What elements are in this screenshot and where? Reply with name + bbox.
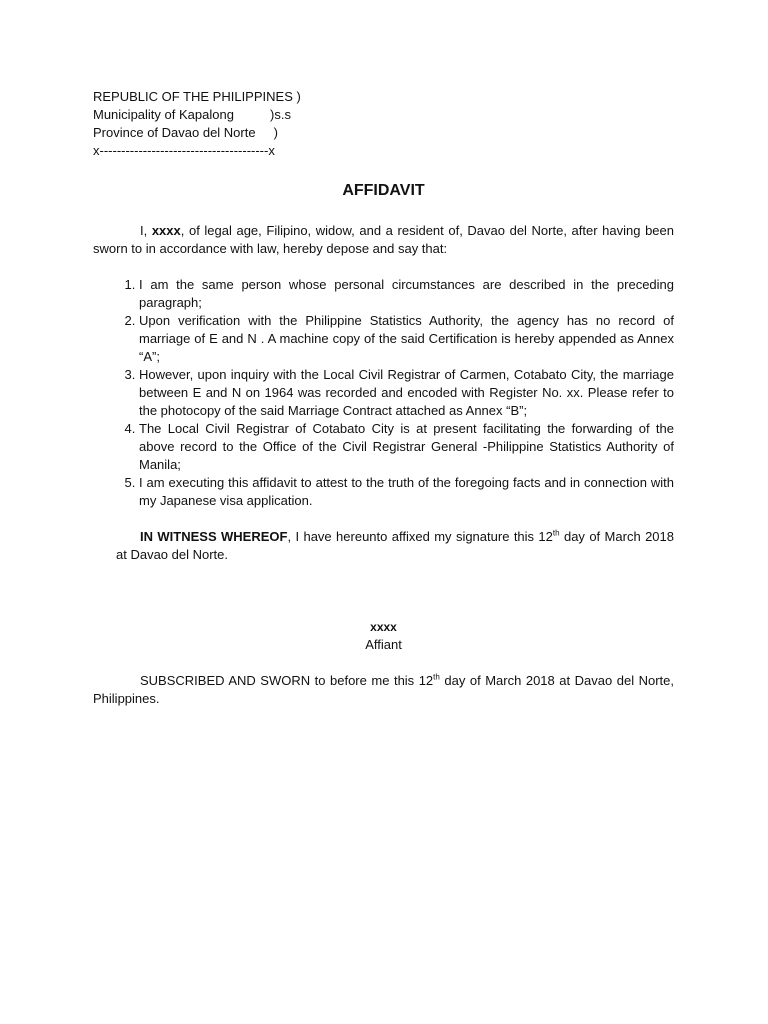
witness-text-1: , I have hereunto affixed my signature this 12 (287, 529, 553, 544)
jurat-superscript: th (433, 672, 440, 682)
witness-lead: IN WITNESS WHEREOF (140, 529, 288, 544)
list-item: 5. I am executing this affidavit to attest to the truth of the foregoing facts and in connection with my Japanese visa application. (139, 474, 674, 510)
list-item: 2. Upon verification with the Philippine Statistics Authority, the agency has no record of marriage of E and N . A machine copy of the said Certification is hereby appended as Annex “A”; (139, 312, 674, 366)
signature-role: Affiant (365, 637, 402, 652)
witness-text-2: day of March 2018 at Davao del Norte. (116, 529, 674, 562)
jurat-paragraph (93, 672, 674, 708)
venue-republic: REPUBLIC OF THE PHILIPPINES ) (93, 89, 301, 104)
intro-paragraph (93, 222, 674, 258)
venue-municipality: Municipality of Kapalong )s.s (93, 107, 291, 122)
intro-text: , of legal age, Filipino, widow, and a resident of, Davao del Norte, after having been sworn to in accordance with law, hereby depose and say that: (93, 223, 674, 256)
list-item: 4. The Local Civil Registrar of Cotabato City is at present facilitating the forwarding of the above record to the Office of the Civil Registrar General -Philippine Statistics Authority of Manila; (139, 420, 674, 474)
affiant-name-inline: xxxx (151, 223, 181, 238)
venue-province: Province of Davao del Norte ) (93, 125, 278, 140)
signature-name: xxxx (370, 620, 397, 634)
deposition-list (93, 276, 674, 510)
jurat-text-2: day of March 2018 at Davao del Norte, Philippines. (93, 673, 675, 706)
venue-block (93, 88, 674, 160)
list-item: 1. I am the same person whose personal circumstances are described in the preceding paragraph; (139, 276, 674, 312)
signature-block (93, 618, 674, 654)
venue-separator: x---------------------------------------x (93, 143, 275, 158)
jurat-text-1: SUBSCRIBED AND SWORN to before me this 12 (140, 673, 434, 688)
affidavit-document (93, 88, 674, 708)
list-item: 3. However, upon inquiry with the Local Civil Registrar of Carmen, Cotabato City, the marriage between E and N on 1964 was recorded and encoded with Register No. xx. Please refer to the photocopy of the said Marriage Contract attached as Annex “B”; (139, 366, 674, 420)
intro-prefix: I, (140, 223, 152, 238)
witness-paragraph (116, 528, 674, 564)
witness-superscript: th (552, 528, 560, 538)
document-title: AFFIDAVIT (342, 182, 425, 199)
